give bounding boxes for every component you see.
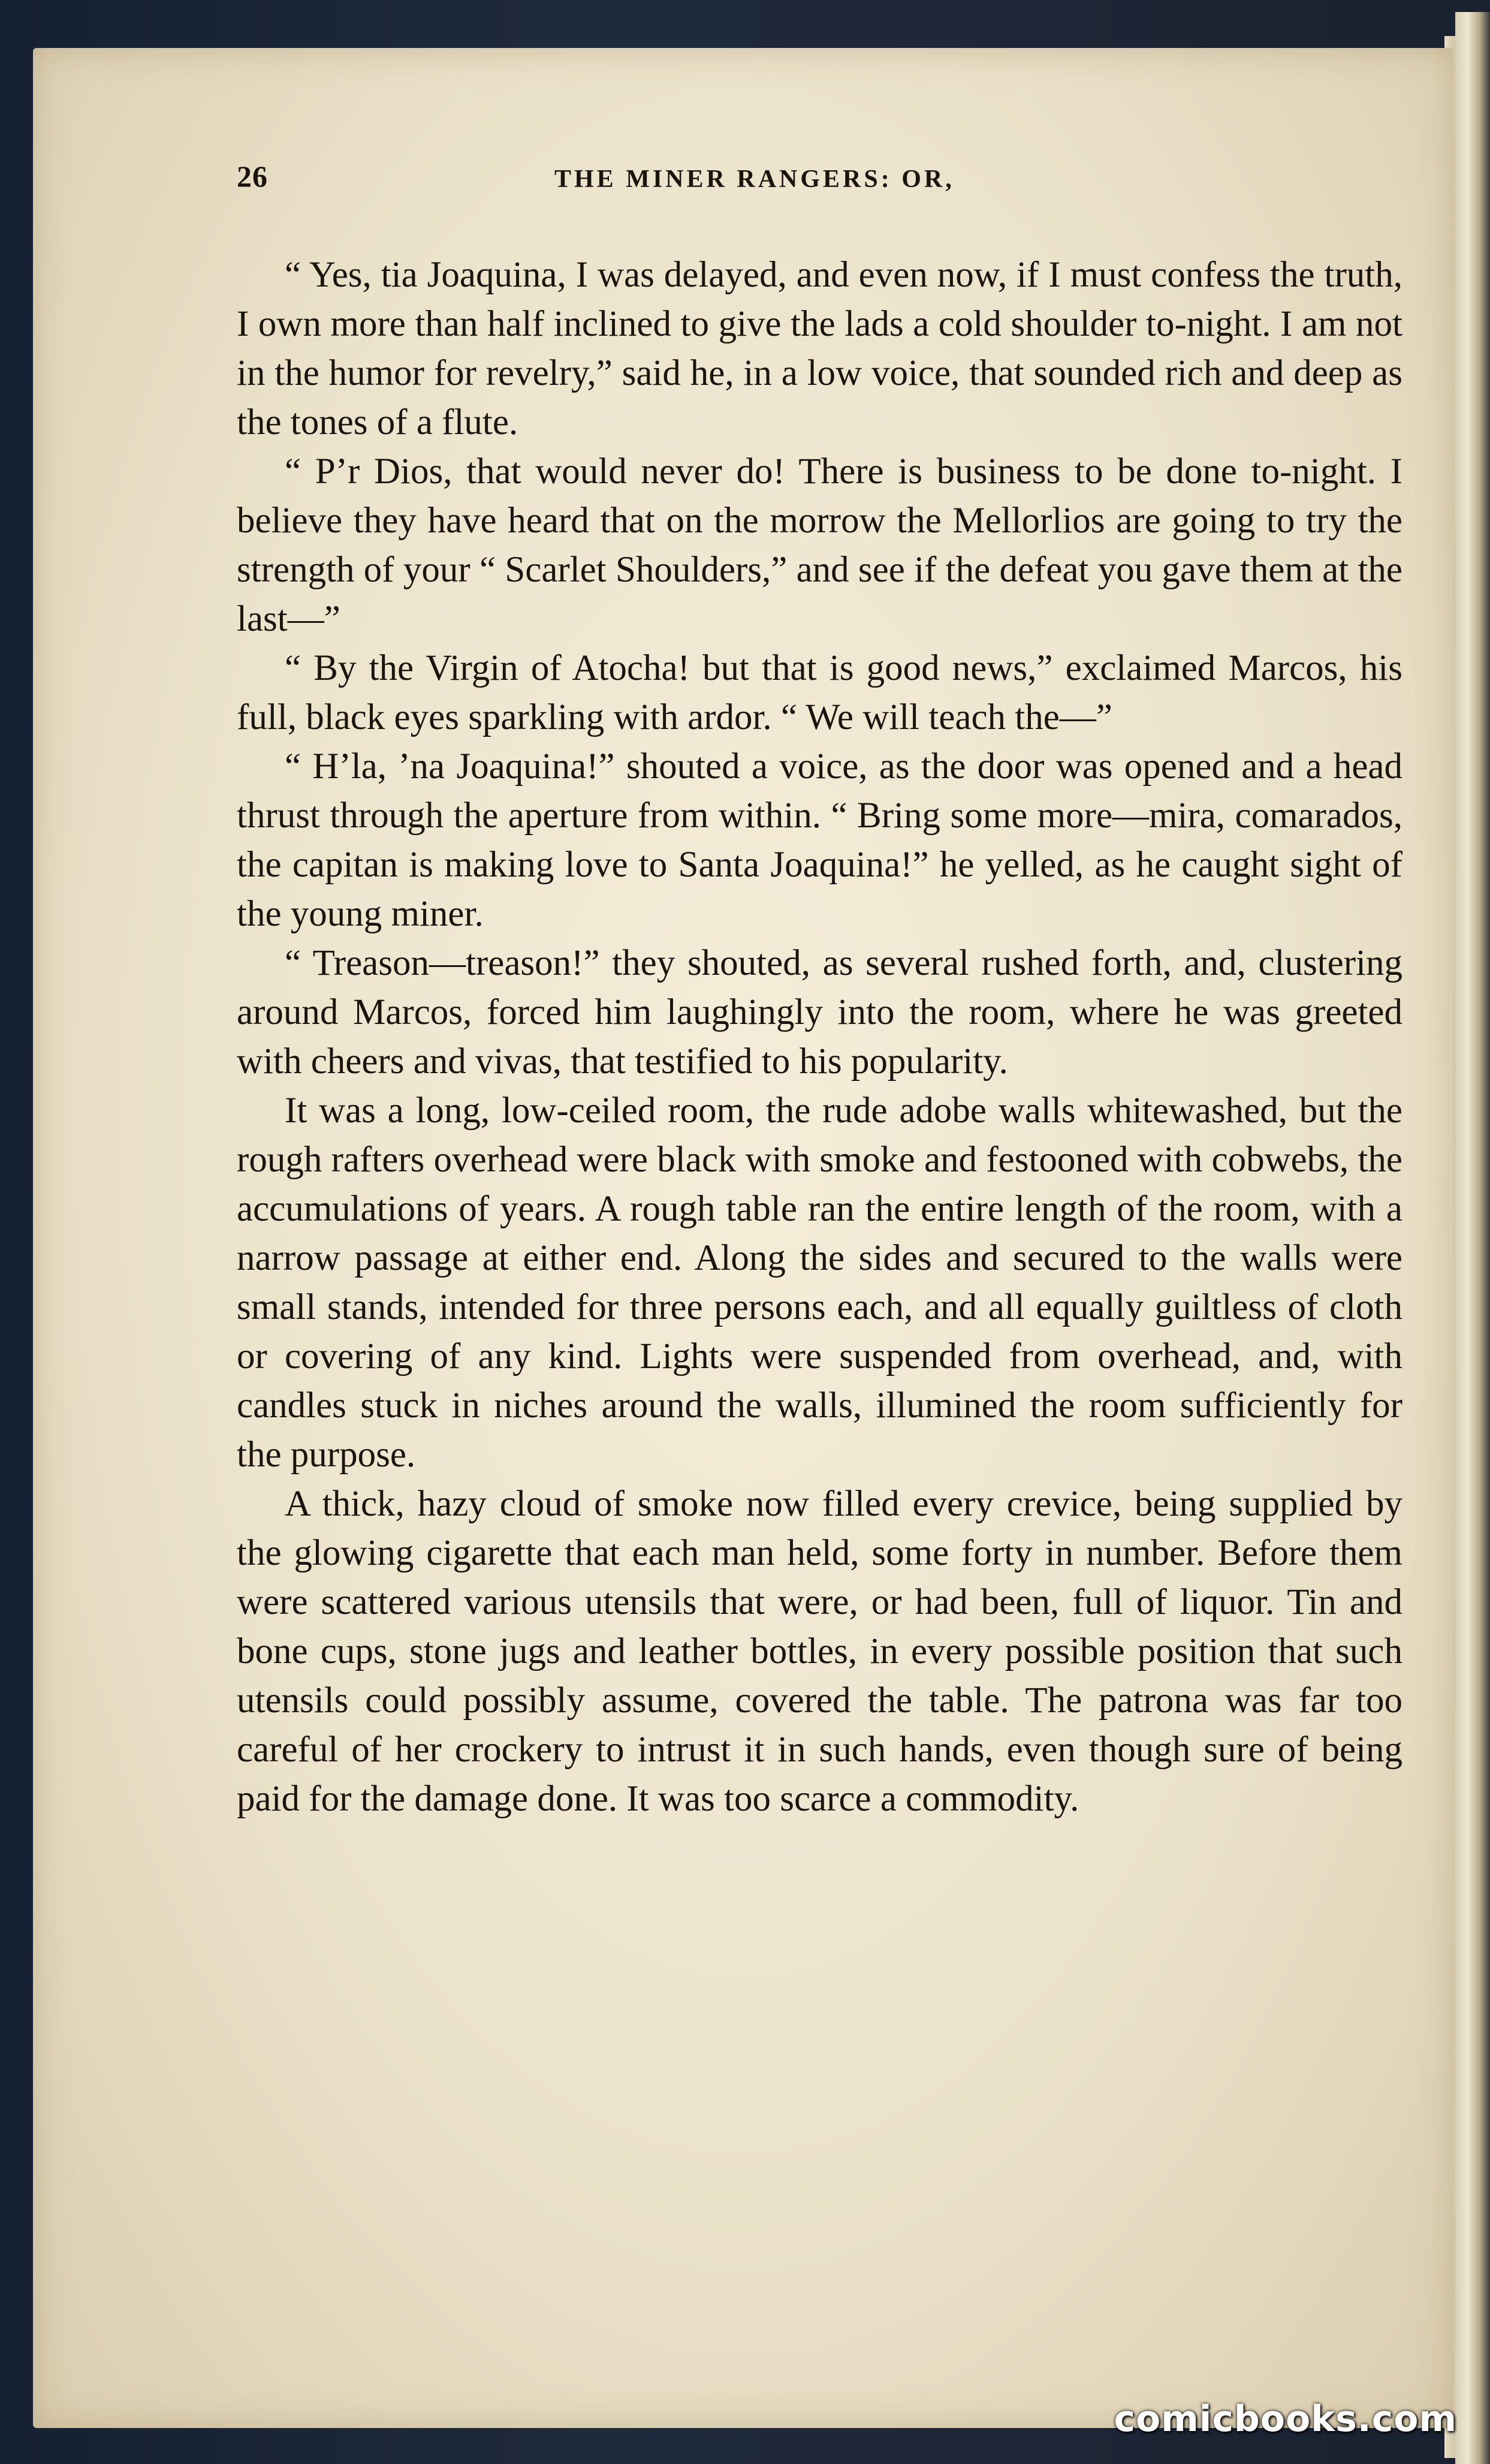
body-text xyxy=(237,251,1402,1824)
paragraph: “ Yes, tia Joaquina, I was delayed, and even now, if I must confess the truth, I own more than half inclined to give the lads a cold shoulder to-night. I am not in the humor for revelry,” said he, in a low voice, that sounded rich and deep as the tones of a flute. xyxy=(237,255,1402,442)
paragraph: It was a long, low-ceiled room, the rude adobe walls whitewashed, but the rough rafters overhead were black with smoke and festooned with cobwebs, the accumulations of years. A rough table ran the entire length of the room, with a narrow passage at either end. Along the sides and secured to the walls were small stands, intended for three persons each, and all equally guiltless of cloth or covering of any kind. Lights were suspended from overhead, and, with candles stuck in niches around the walls, illumined the room sufficiently for the purpose. xyxy=(237,1091,1402,1475)
paragraph: “ P’r Dios, that would never do! There is business to be done to-night. I believe they have heard that on the morrow the Mellorlios are going to try the strength of your “ Scarlet Shoulders,” and see if the defeat you gave them at the last—” xyxy=(237,451,1402,639)
page-header xyxy=(237,159,1394,201)
paragraph: “ By the Virgin of Atocha! but that is good news,” exclaimed Marcos, his full, black eyes sparkling with ardor. “ We will teach the—” xyxy=(237,648,1402,737)
paragraph: “ H’la, ’na Joaquina!” shouted a voice, as the door was opened and a head thrust through the aperture from within. “ Bring some more—mira, comarados, the capitan is making love to Santa Joaquina!” he yelled, as he caught sight of the young miner. xyxy=(237,746,1402,934)
watermark: comicbooks.com xyxy=(1114,2398,1457,2440)
running-head: THE MINER RANGERS: OR, xyxy=(554,165,955,193)
paragraph: “ Treason—treason!” they shouted, as several rushed forth, and, clustering around Marcos, forced him laughingly into the room, where he was greeted with cheers and vivas, that testified to his popularity. xyxy=(237,943,1402,1082)
page-edge xyxy=(1455,12,1490,2464)
page-number: 26 xyxy=(237,159,268,193)
paragraph: A thick, hazy cloud of smoke now filled every crevice, being supplied by the glowing cigarette that each man held, some forty in number. Before them were scattered various utensils that were, or had been, full of liquor. Tin and bone cups, stone jugs and leather bottles, in every possible position that such utensils could possibly assume, covered the table. The patrona was far too careful of her crockery to intrust it in such hands, even though sure of being paid for the damage done. It was too scarce a commodity. xyxy=(237,1484,1402,1819)
